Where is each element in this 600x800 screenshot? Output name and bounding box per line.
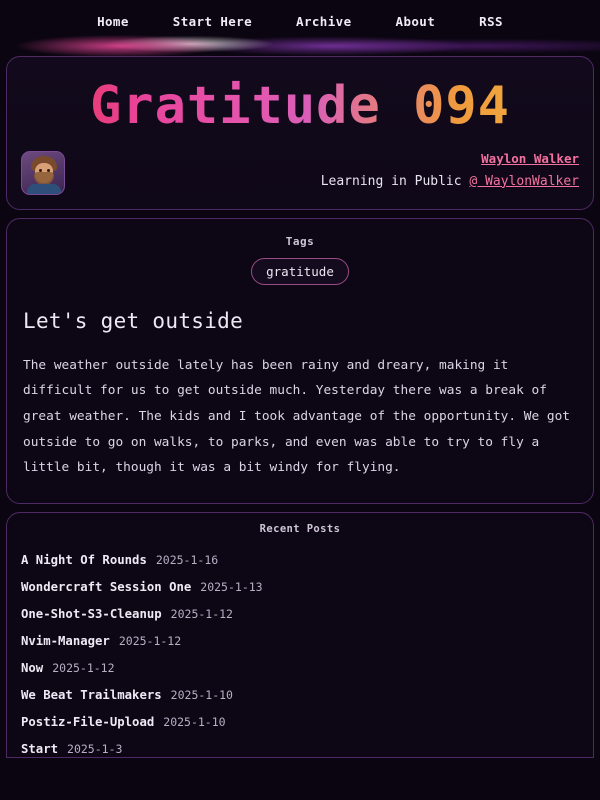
tagline <box>321 174 579 189</box>
recent-post-date: 2025-1-10 <box>170 688 233 703</box>
recent-post-title: Postiz-File-Upload <box>21 715 155 730</box>
recent-post-title: A Night Of Rounds <box>21 553 147 568</box>
list-item[interactable] <box>19 547 581 574</box>
recent-posts-card <box>6 512 594 758</box>
avatar-eye-right <box>47 169 50 172</box>
top-navigation <box>0 0 600 42</box>
recent-post-title: We Beat Trailmakers <box>21 688 162 703</box>
post-title: Let's get outside <box>23 308 244 333</box>
list-item[interactable] <box>19 574 581 601</box>
nav-item-rss[interactable]: RSS <box>479 13 503 29</box>
author-link[interactable]: Waylon Walker <box>481 150 579 166</box>
nav-item-about[interactable]: About <box>395 13 436 29</box>
recent-posts-heading: Recent Posts <box>259 522 341 535</box>
recent-post-date: 2025-1-12 <box>170 607 233 622</box>
tag-pill-gratitude[interactable]: gratitude <box>251 258 349 285</box>
list-item[interactable] <box>19 682 581 709</box>
nav-item-home[interactable]: Home <box>97 13 129 29</box>
avatar-shirt <box>27 184 61 194</box>
nav-item-start-here[interactable]: Start Here <box>172 13 253 29</box>
list-item[interactable] <box>19 601 581 628</box>
list-item[interactable] <box>19 709 581 736</box>
tags-list <box>21 258 579 285</box>
recent-post-date: 2025-1-12 <box>52 661 115 676</box>
recent-post-date: 2025-1-13 <box>200 580 263 595</box>
nav-item-archive[interactable]: Archive <box>296 13 352 29</box>
post-body: The weather outside lately has been rainy and dreary, making it difficult for us to get outside much. Yesterday there was a break of great weather. The kids and I took advantage of the opportunity. We got outside to go on walks, to parks, and even was able to try to fly a little bit, though it was a bit windy for flying. <box>23 357 571 476</box>
recent-post-date: 2025-1-3 <box>67 742 123 757</box>
author-block <box>321 151 579 189</box>
recent-post-date: 2025-1-10 <box>163 715 226 730</box>
recent-post-date: 2025-1-16 <box>155 553 219 568</box>
list-item[interactable] <box>19 736 581 758</box>
recent-post-title: One-Shot-S3-Cleanup <box>21 607 162 622</box>
list-item[interactable] <box>19 655 581 682</box>
recent-post-title: Nvim-Manager <box>21 634 110 649</box>
recent-post-title: Start <box>21 742 59 757</box>
recent-post-date: 2025-1-12 <box>118 634 182 649</box>
recent-post-title: Now <box>21 661 44 676</box>
tags-heading: Tags <box>285 234 315 248</box>
hero-card <box>6 56 594 210</box>
avatar-beard <box>34 172 54 185</box>
avatar-eye-left <box>39 169 42 172</box>
list-item[interactable] <box>19 628 581 655</box>
recent-post-title: Wondercraft Session One <box>21 580 192 595</box>
hero-meta-row <box>21 151 579 199</box>
article-card <box>6 218 594 504</box>
avatar <box>21 151 65 195</box>
tagline-text: Learning in Public <box>320 173 470 189</box>
social-handle-link[interactable]: @ WaylonWalker <box>469 173 579 189</box>
page-title: Gratitude 094 <box>21 77 579 137</box>
